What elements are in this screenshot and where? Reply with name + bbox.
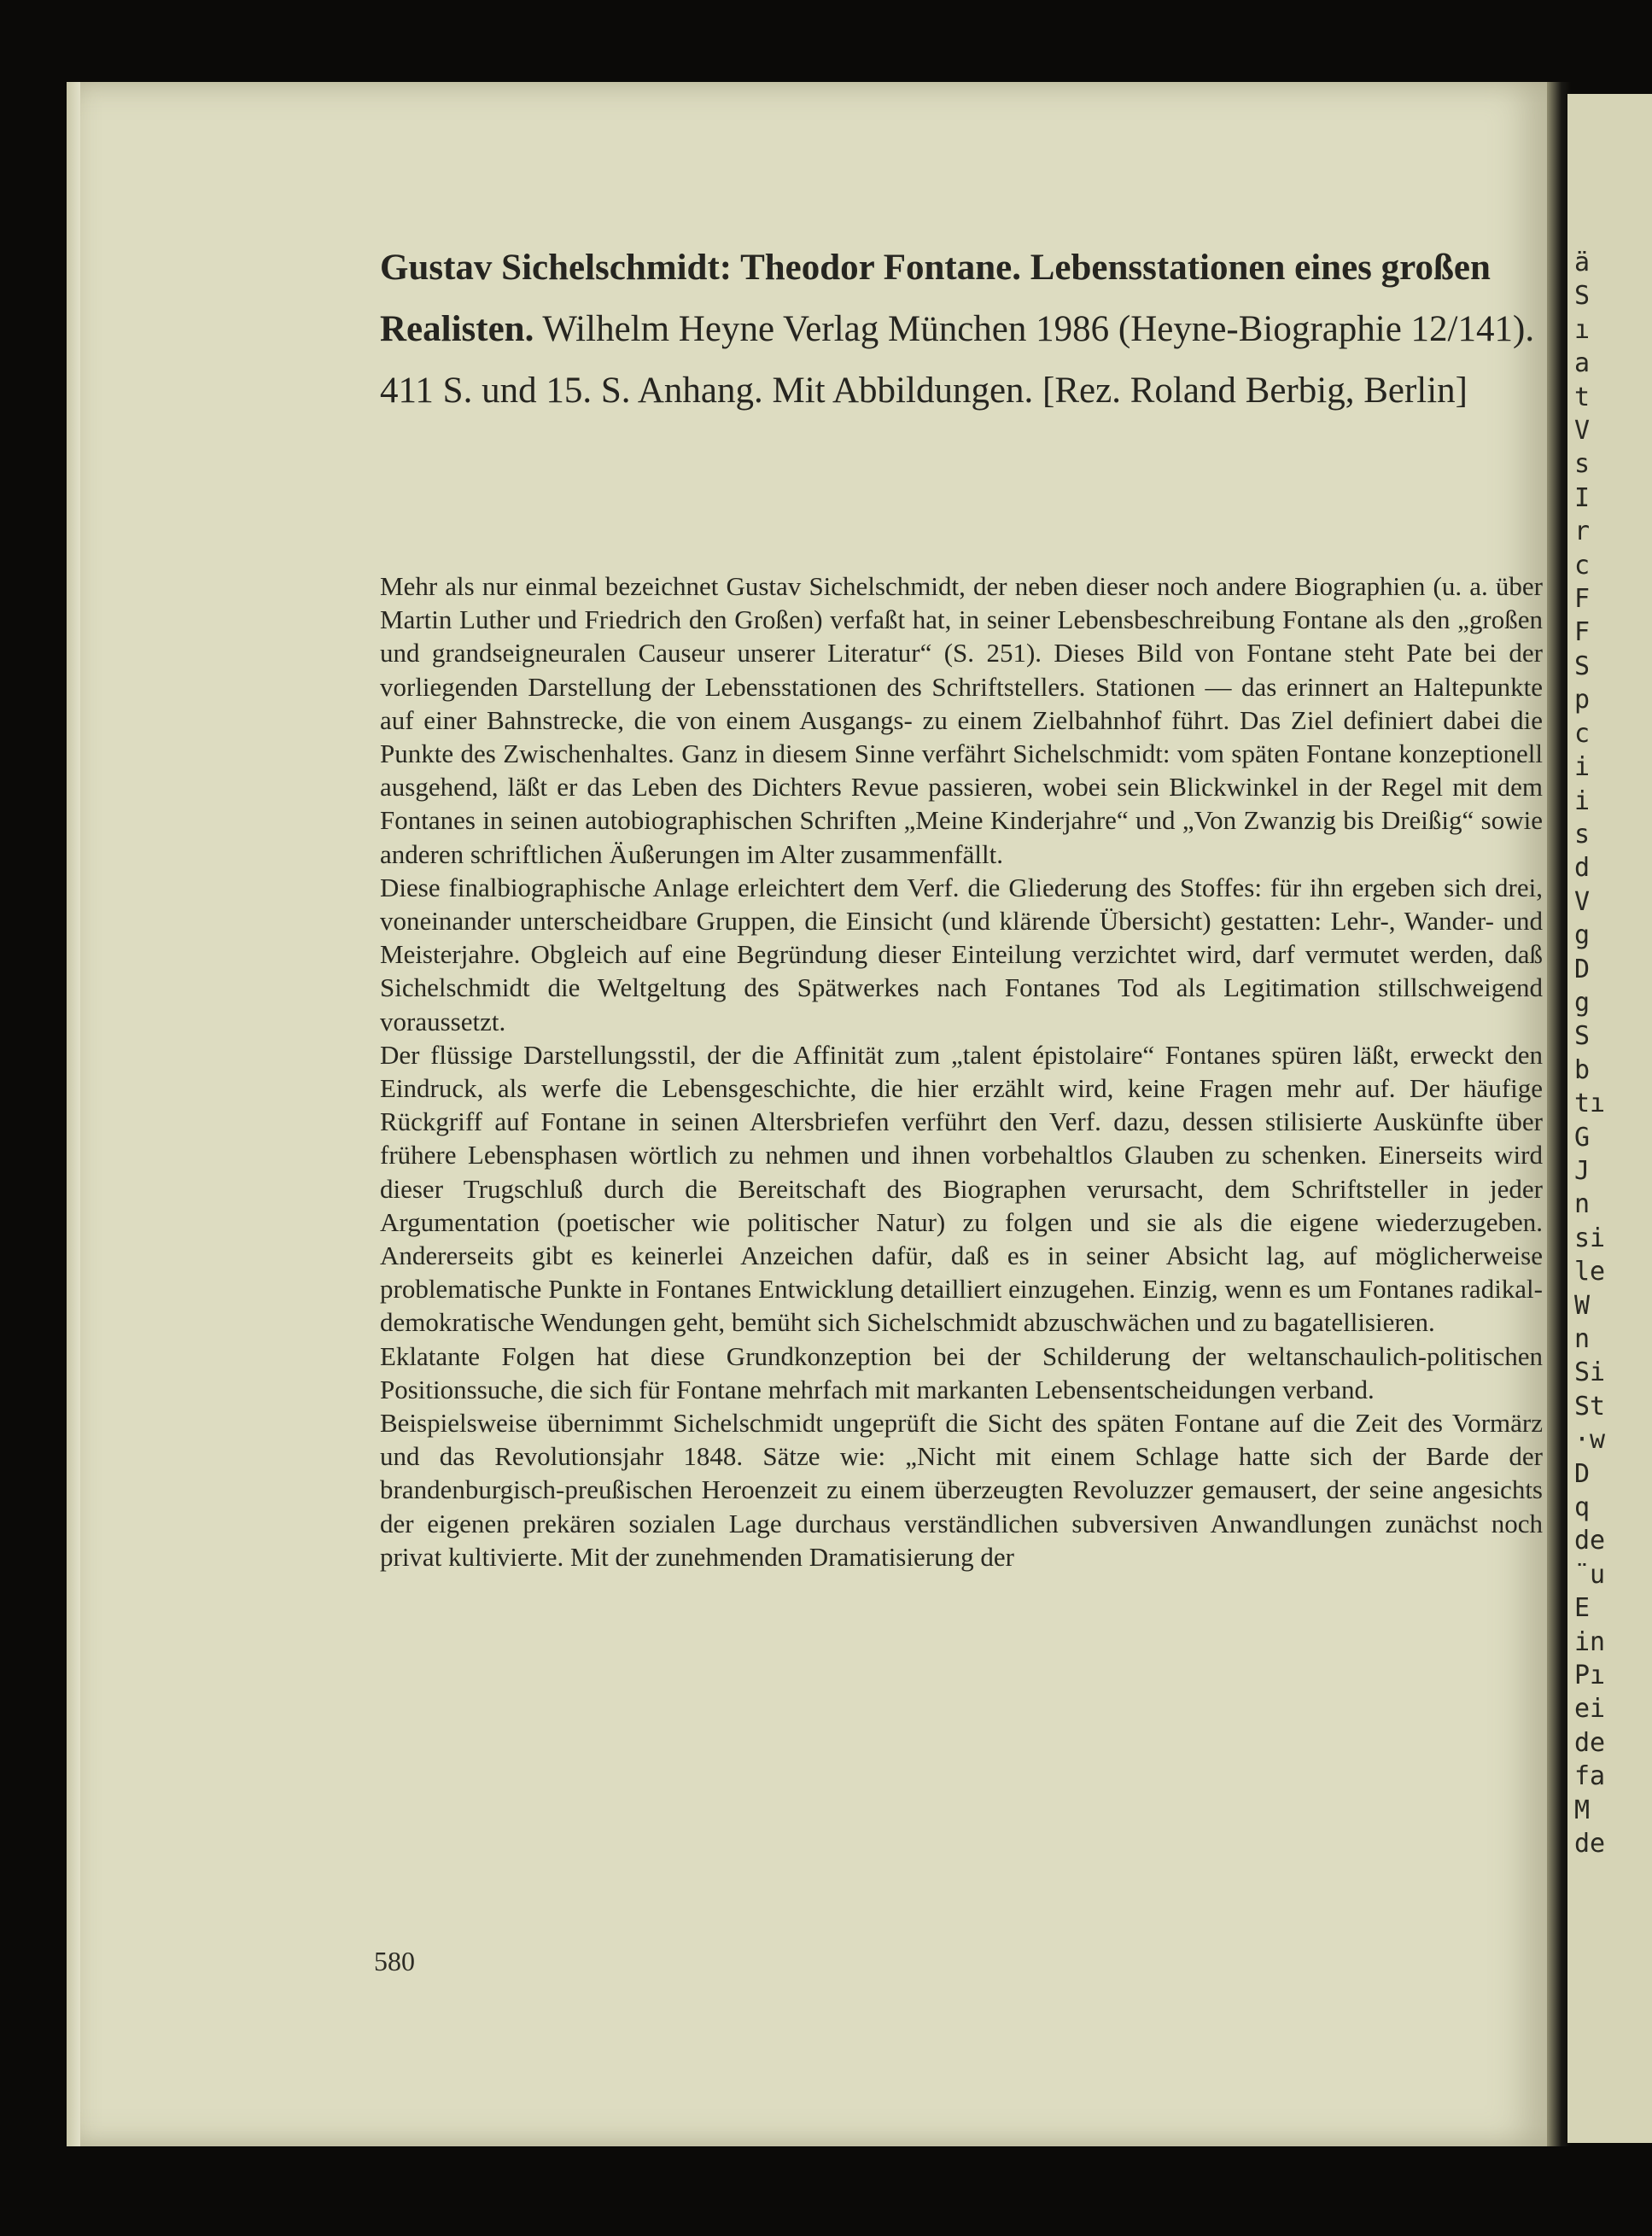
page-number: 580 [374, 1946, 415, 1976]
review-paragraph: Der flüssige Darstellungsstil, der die Affinität zum „talent épistolaire“ Fontanes spüren läßt, erweckt den Eindruck, als werfe die Lebensgeschichte, die hier erzählt wird, keine Fragen mehr auf. Der häufige Rückgriff auf Fontane in seinen Altersbriefen verführt den Verf. dazu, dessen stilisierte Auskünfte über frühere Lebensphasen wörtlich zu nehmen und ihnen vorbehaltlos Glauben zu schenken. Einerseits wird dieser Trugschluß durch die Bereitschaft des Biographen verursacht, dem Schriftsteller in jeder Argumentation (poetischer wie politischer Natur) zu folgen und sie als die eigene wiederzugeben. Andererseits gibt es keinerlei Anzeichen dafür, daß es in seiner Absicht lag, auf möglicherweise problematische Punkte in Fontanes Entwicklung detailliert einzugehen. Einzig, wenn es um Fontanes radikal-demokratische Wendungen geht, bemüht sich Sichelschmidt abzuschwächen und zu bagatellisieren. [380, 1039, 1543, 1338]
review-paragraph: Mehr als nur einmal bezeichnet Gustav Sichelschmidt, der neben dieser noch andere Biographien (u. a. über Martin Luther und Friedrich den Großen) verfaßt hat, in seiner Lebensbeschreibung Fontane als den „großen und grandseigneuralen Causeur unserer Literatur“ (S. 251). Dieses Bild von Fontane steht Pate bei der vorliegenden Darstellung der Lebensstationen des Schriftstellers. Stationen — das erinnert an Haltepunkte auf einer Bahnstrecke, die von einem Ausgangs- zu einem Zielbahnhof führt. Das Ziel definiert dabei die Punkte des Zwischenhaltes. Ganz in diesem Sinne verfährt Sichelschmidt: vom späten Fontane konzeptionell ausgehend, läßt er das Leben des Dichters Revue passieren, wobei sein Blickwinkel in der Regel mit dem Fontanes in seinen autobiographischen Schriften „Meine Kinderjahre“ und „Von Zwanzig bis Dreißig“ sowie anderen schriftlichen Äußerungen im Alter zusammenfällt. [380, 571, 1543, 869]
review-heading-details: Wilhelm Heyne Verlag München 1986 (Heyne-Biographie 12/141). 411 S. und 15. S. Anhang. Mit Abbildungen. [Rez. Roland Berbig, Berlin] [380, 309, 1535, 411]
review-paragraph: Eklatante Folgen hat diese Grundkonzeption bei der Schilderung der weltanschaulich-politischen Positionssuche, die sich für Fontane mehrfach mit markanten Lebensentscheidungen verband. [380, 1340, 1543, 1404]
page-edge [67, 82, 80, 2146]
review-paragraph: Diese finalbiographische Anlage erleichtert dem Verf. die Gliederung des Stoffes: für ihn ergeben sich drei, voneinander unterscheidbare Gruppen, die Einsicht (und klärende Übersicht) gestatten: Lehr-, Wander- und Meisterjahre. Obgleich auf eine Begründung dieser Einteilung verzichtet wird, darf vermutet werden, daß Sichelschmidt die Weltgeltung des Spätwerkes nach Fontanes Tod als Legitimation stillschweigend voraussetzt. [380, 872, 1543, 1036]
review-heading [380, 237, 1545, 422]
review-body [380, 569, 1543, 1573]
adjacent-page-line-starts: ä S ı a t V s I r c F F S p c i i s d V g D g S b tı G J n si le W n Si St ·w D q de ¨u E in Pı ei de fa M de [1574, 248, 1606, 1859]
review-heading-bold: Gustav Sichelschmidt: Theodor Fontane. Lebensstationen eines großen Realisten. [380, 248, 1491, 349]
adjacent-page-edge [1567, 94, 1652, 2143]
book-page [67, 82, 1550, 2146]
review-paragraph: Beispielsweise übernimmt Sichelschmidt ungeprüft die Sicht des späten Fontane auf die Zeit des Vormärz und das Revolutionsjahr 1848. Sätze wie: „Nicht mit einem Schlage hatte sich der Barde der brandenburgisch-preußischen Heroenzeit zu einem überzeugten Revoluzzer gemausert, der seine angesichts der eigenen prekären sozialen Lage durchaus verständlichen subversiven Anwandlungen zunächst noch privat kultivierte. Mit der zunehmenden Dramatisierung der [380, 1408, 1543, 1572]
